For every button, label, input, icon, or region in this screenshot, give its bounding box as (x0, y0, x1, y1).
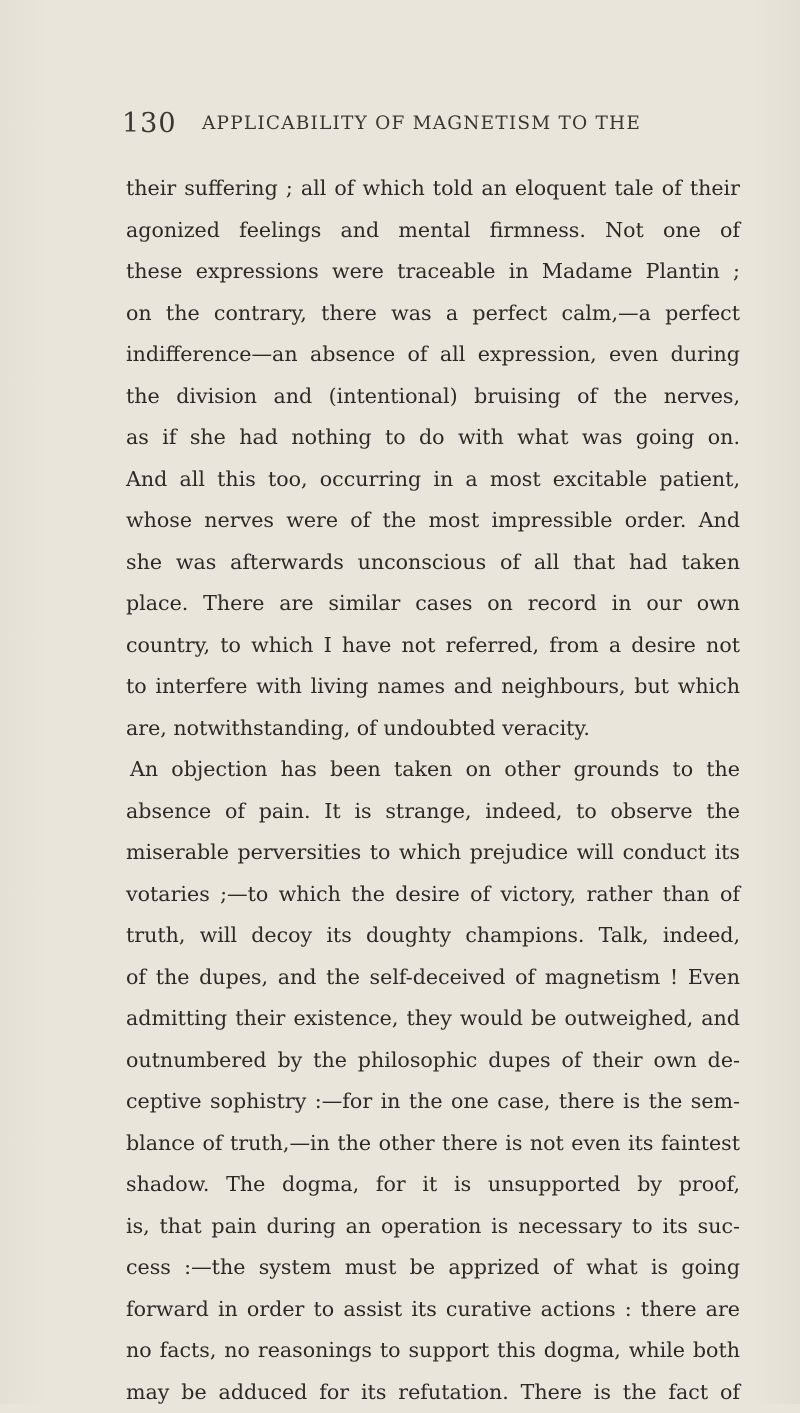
text-line: to interfere with living names and neighbours, but which (126, 666, 740, 708)
text-line: their suffering ; all of which told an eloquent tale of their (126, 168, 740, 210)
running-head: APPLICABILITY OF MAGNETISM TO THE (202, 113, 641, 134)
text-line: whose nerves were of the most impressible order. And (126, 500, 740, 542)
text-line: as if she had nothing to do with what was going on. (126, 417, 740, 459)
text-line: these expressions were traceable in Madame Plantin ; (126, 251, 740, 293)
text-line: of the dupes, and the self-deceived of magnetism ! Even (126, 957, 740, 999)
text-line: ceptive sophistry :—for in the one case, there is the sem- (126, 1081, 740, 1123)
text-line: the division and (intentional) bruising of the nerves, (126, 376, 740, 418)
text-line: on the contrary, there was a perfect calm,—a perfect (126, 293, 740, 335)
paragraph-start-line: An objection has been taken on other grounds to the (126, 749, 740, 791)
text-line: absence of pain. It is strange, indeed, to observe the (126, 791, 740, 833)
text-line: outnumbered by the philosophic dupes of their own de- (126, 1040, 740, 1082)
text-line: truth, will decoy its doughty champions. Talk, indeed, (126, 915, 740, 957)
text-line: is, that pain during an operation is necessary to its suc- (126, 1206, 740, 1248)
text-line: she was afterwards unconscious of all that had taken (126, 542, 740, 584)
text-line: may be adduced for its refutation. There is the fact of (126, 1372, 740, 1413)
text-line: place. There are similar cases on record in our own (126, 583, 740, 625)
text-line: cess :—the system must be apprized of what is going (126, 1247, 740, 1289)
page-header (122, 108, 742, 148)
text-line: votaries ;—to which the desire of victory, rather than of (126, 874, 740, 916)
text-line: shadow. The dogma, for it is unsupported by proof, (126, 1164, 740, 1206)
text-line: And all this too, occurring in a most excitable patient, (126, 459, 740, 501)
text-line: admitting their existence, they would be outweighed, and (126, 998, 740, 1040)
text-line: country, to which I have not referred, from a desire not (126, 625, 740, 667)
text-line: blance of truth,—in the other there is not even its faintest (126, 1123, 740, 1165)
paragraph-end-line: are, notwithstanding, of undoubted veracity. (126, 708, 740, 750)
text-line: no facts, no reasonings to support this dogma, while both (126, 1330, 740, 1372)
text-line: indifference—an absence of all expression, even during (126, 334, 740, 376)
page-number: 130 (122, 108, 177, 139)
body-text (126, 168, 740, 1413)
text-line: miserable perversities to which prejudice will conduct its (126, 832, 740, 874)
text-line: forward in order to assist its curative actions : there are (126, 1289, 740, 1331)
text-line: agonized feelings and mental firmness. Not one of (126, 210, 740, 252)
